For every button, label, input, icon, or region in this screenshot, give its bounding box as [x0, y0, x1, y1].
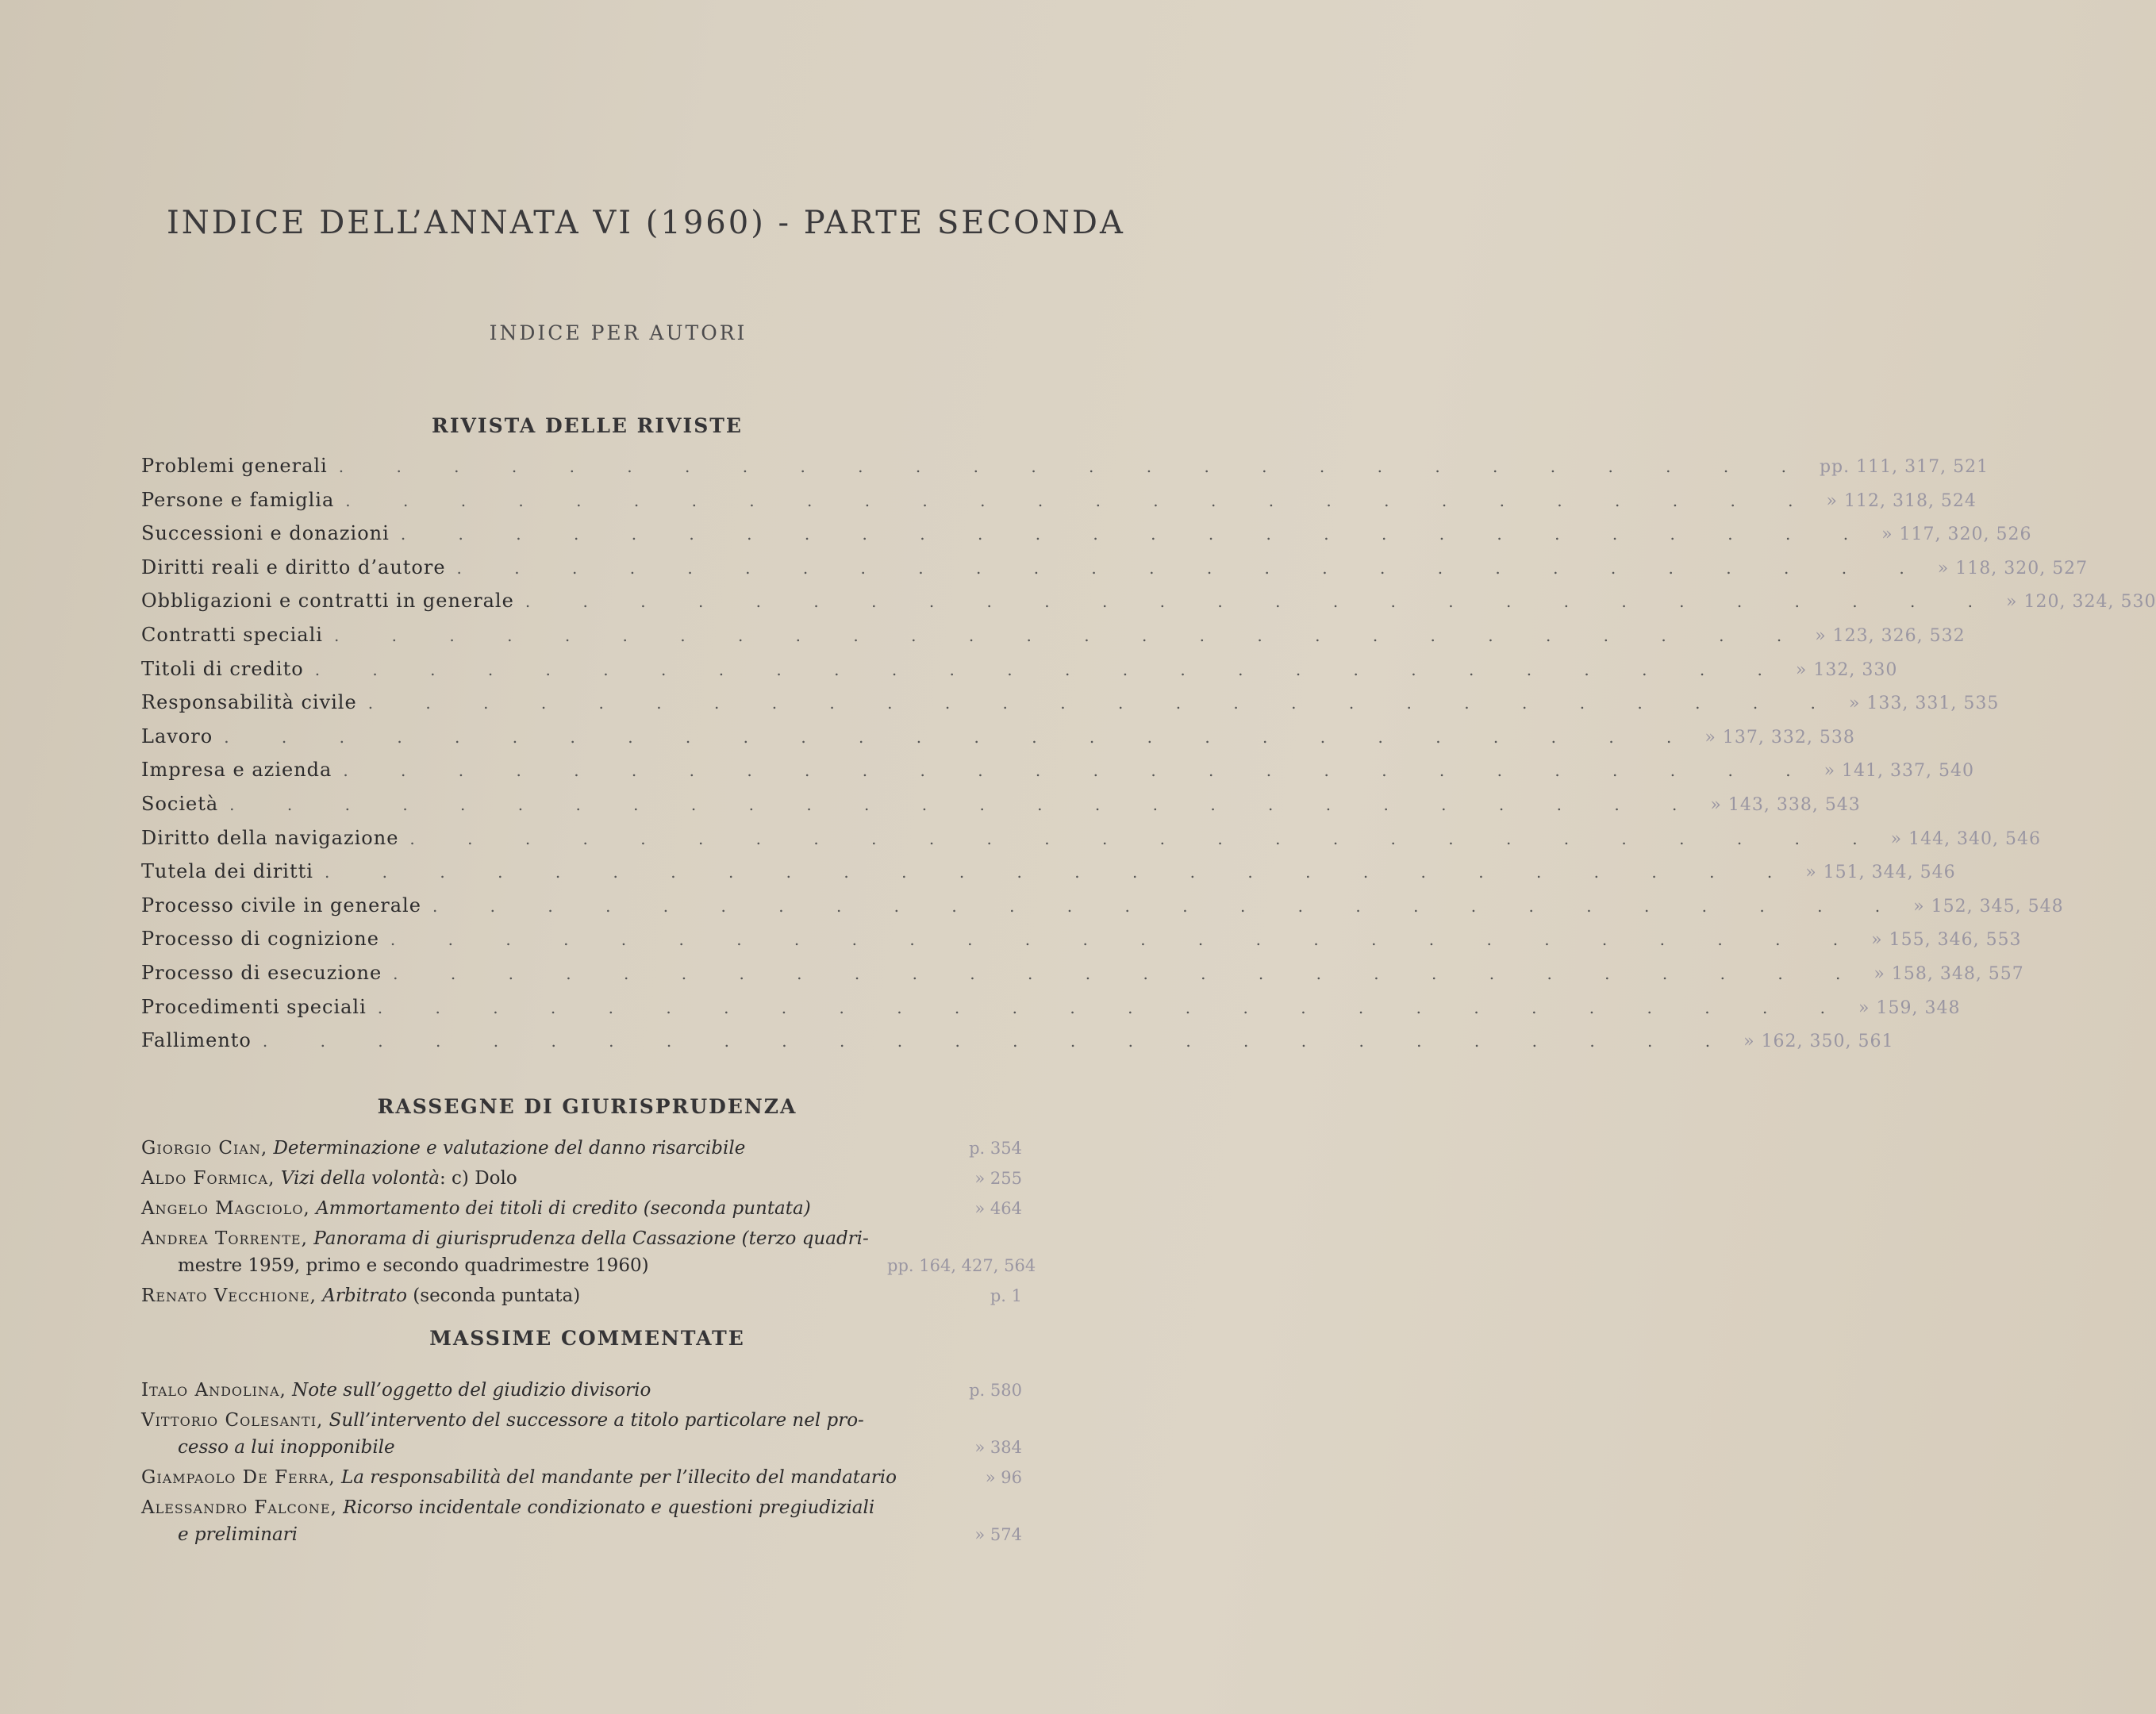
item-pages: » 155, 346, 553 — [1871, 930, 2022, 951]
list-item — [141, 1377, 1022, 1404]
list-item — [141, 1135, 1022, 1162]
entry-continuation: e preliminari — [178, 1524, 298, 1545]
list-item — [141, 1282, 1022, 1309]
list-item — [141, 826, 2042, 861]
entry-pages: p. 354 — [969, 1139, 1022, 1158]
entry-pages: » 96 — [985, 1468, 1022, 1487]
section-heading-massime: MASSIME COMMENTATE — [429, 1327, 745, 1350]
item-pages: » 133, 331, 535 — [1848, 694, 2000, 714]
item-pages: pp. 111, 317, 521 — [1819, 457, 1989, 477]
entry-title: Determinazione e valutazione del danno risarcibile — [273, 1138, 746, 1159]
leader-dots: . . . . . . . . . . . . . . . . . . . . . . . . . . — [324, 863, 1797, 882]
leader-dots: . . . . . . . . . . . . . . . . . . . . . . . . . . — [262, 1032, 1735, 1051]
entry-title: Note sull’oggetto del giudizio divisorio — [292, 1380, 651, 1401]
entry-pages: » 384 — [974, 1438, 1022, 1457]
list-item — [141, 1165, 1022, 1192]
item-pages: » 158, 348, 557 — [1874, 963, 2024, 984]
entry-pages: » 255 — [974, 1169, 1022, 1188]
list-item — [141, 488, 1977, 523]
entry-subtitle: (seconda puntata) — [406, 1286, 581, 1306]
section-heading-rivista: RIVISTA DELLE RIVISTE — [432, 414, 743, 437]
entry-pages: pp. 164, 427, 564 — [887, 1256, 1036, 1275]
entry-author: Giampaolo De Ferra, — [141, 1467, 336, 1488]
page-title: INDICE DELL’ANNATA VI (1960) - PARTE SECONDA — [167, 205, 1125, 241]
list-item — [141, 961, 2024, 996]
list-item — [141, 894, 2064, 928]
item-label: Processo di cognizione — [141, 928, 379, 951]
leader-dots: . . . . . . . . . . . . . . . . . . . . . . . . . . — [367, 694, 1839, 713]
item-pages: » 117, 320, 526 — [1881, 525, 2032, 545]
item-pages: » 137, 332, 538 — [1704, 727, 1855, 747]
leader-dots: . . . . . . . . . . . . . . . . . . . . . . . . . . — [390, 930, 1862, 950]
list-item — [141, 623, 1966, 658]
item-pages: » 151, 344, 546 — [1805, 863, 1956, 883]
item-label: Processo di esecuzione — [141, 961, 382, 984]
item-label: Procedimenti speciali — [141, 995, 367, 1018]
list-item — [141, 1225, 1036, 1279]
item-label: Diritto della navigazione — [141, 826, 399, 849]
leader-dots: . . . . . . . . . . . . . . . . . . . . . . . . . . — [333, 625, 1806, 645]
entry-title: Arbitrato — [322, 1286, 407, 1306]
item-pages: » 144, 340, 546 — [1890, 828, 2042, 849]
list-item — [141, 995, 1961, 1030]
item-pages: » 143, 338, 543 — [1710, 794, 1861, 815]
item-label: Titoli di credito — [141, 657, 304, 680]
list-item — [141, 455, 1989, 489]
entry-author: Giorgio Cian, — [141, 1138, 268, 1159]
item-pages: » 159, 348 — [1858, 997, 1961, 1018]
list-item — [141, 1029, 1894, 1063]
entry-pages: p. 1 — [990, 1286, 1022, 1305]
list-item — [141, 1407, 1022, 1461]
item-label: Successioni e donazioni — [141, 522, 390, 545]
list-item — [141, 555, 2089, 590]
list-item — [141, 860, 1956, 894]
item-label: Società — [141, 792, 219, 815]
list-item — [141, 1464, 1022, 1491]
entry-author: Italo Andolina, — [141, 1380, 286, 1401]
item-label: Lavoro — [141, 724, 213, 747]
leader-dots: . . . . . . . . . . . . . . . . . . . . . . . . . . — [400, 525, 1873, 544]
entry-author: Vittorio Colesanti, — [141, 1410, 324, 1431]
list-item — [141, 792, 1861, 827]
item-pages: » 132, 330 — [1795, 659, 1898, 680]
item-pages: » 118, 320, 527 — [1937, 558, 2089, 578]
item-label: Processo civile in generale — [141, 894, 421, 917]
entry-title: Sull’intervento del successore a titolo particolare nel pro- — [329, 1410, 864, 1431]
leader-dots: . . . . . . . . . . . . . . . . . . . . . . . . . . — [345, 490, 1817, 510]
entry-title: La responsabilità del mandante per l’illecito del mandatario — [341, 1467, 897, 1488]
entry-pages: » 574 — [974, 1525, 1022, 1544]
item-label: Tutela dei diritti — [141, 860, 313, 883]
item-pages: » 152, 345, 548 — [1913, 896, 2064, 917]
entry-title: Vizi della volontà — [280, 1168, 440, 1189]
leader-dots: . . . . . . . . . . . . . . . . . . . . . . . . . . — [377, 997, 1850, 1017]
leader-dots: . . . . . . . . . . . . . . . . . . . . . . . . . . — [409, 828, 1881, 848]
entry-pages: p. 580 — [969, 1381, 1022, 1400]
entry-author: Andrea Torrente, — [141, 1228, 308, 1249]
leader-dots: . . . . . . . . . . . . . . . . . . . . . . . . . . — [432, 896, 1904, 916]
entry-title: Ricorso incidentale condizionato e questioni pregiudiziali — [343, 1497, 875, 1518]
item-pages: » 112, 318, 524 — [1826, 490, 1977, 511]
item-label: Diritti reali e diritto d’autore — [141, 555, 446, 578]
item-label: Responsabilità civile — [141, 691, 357, 714]
item-label: Fallimento — [141, 1029, 252, 1052]
list-item — [141, 1195, 1022, 1222]
massime-list — [141, 1377, 1022, 1551]
rivista-list — [141, 455, 2156, 1063]
entry-title: Ammortamento dei titoli di credito (seconda puntata) — [316, 1198, 811, 1219]
entry-continuation: cesso a lui inopponibile — [178, 1437, 395, 1458]
entry-author: Alessandro Falcone, — [141, 1497, 337, 1518]
list-item — [141, 657, 1898, 692]
item-label: Obbligazioni e contratti in generale — [141, 590, 514, 613]
entry-author: Aldo Formica, — [141, 1168, 275, 1189]
rassegne-list — [141, 1135, 1036, 1312]
entry-subtitle: : c) Dolo — [439, 1168, 517, 1189]
item-pages: » 123, 326, 532 — [1815, 625, 1966, 646]
list-item — [141, 759, 1974, 793]
item-label: Problemi generali — [141, 455, 328, 477]
leader-dots: . . . . . . . . . . . . . . . . . . . . . . . . . . — [525, 592, 1997, 612]
list-item — [141, 928, 2022, 962]
item-pages: » 120, 324, 530 — [2006, 592, 2156, 613]
leader-dots: . . . . . . . . . . . . . . . . . . . . . . . . . . — [456, 558, 1928, 578]
item-label: Impresa e azienda — [141, 759, 332, 782]
entry-continuation: mestre 1959, primo e secondo quadrimestre 1960) — [178, 1255, 649, 1276]
entry-author: Renato Vecchione, — [141, 1286, 317, 1306]
list-item — [141, 522, 2032, 556]
entry-author: Angelo Magciolo, — [141, 1198, 310, 1219]
item-label: Contratti speciali — [141, 623, 323, 646]
list-item — [141, 1494, 1022, 1548]
entry-title: Panorama di giurisprudenza della Cassazione (terzo quadri- — [313, 1228, 869, 1249]
leader-dots: . . . . . . . . . . . . . . . . . . . . . . . . . . — [314, 659, 1786, 679]
item-pages: » 141, 337, 540 — [1824, 761, 1974, 782]
leader-dots: . . . . . . . . . . . . . . . . . . . . . . . . . . — [338, 457, 1810, 476]
leader-dots: . . . . . . . . . . . . . . . . . . . . . . . . . . — [343, 761, 1815, 781]
leader-dots: . . . . . . . . . . . . . . . . . . . . . . . . . . — [224, 727, 1696, 747]
list-item — [141, 590, 2156, 624]
section-heading-rassegne: RASSEGNE DI GIURISPRUDENZA — [377, 1095, 797, 1118]
entry-pages: » 464 — [974, 1199, 1022, 1218]
leader-dots: . . . . . . . . . . . . . . . . . . . . . . . . . . — [393, 963, 1865, 983]
leader-dots: . . . . . . . . . . . . . . . . . . . . . . . . . . — [229, 794, 1701, 814]
item-label: Persone e famiglia — [141, 488, 335, 511]
page-subtitle: INDICE PER AUTORI — [489, 321, 747, 344]
list-item — [141, 691, 2000, 725]
list-item — [141, 724, 1855, 759]
item-pages: » 162, 350, 561 — [1743, 1032, 1894, 1052]
